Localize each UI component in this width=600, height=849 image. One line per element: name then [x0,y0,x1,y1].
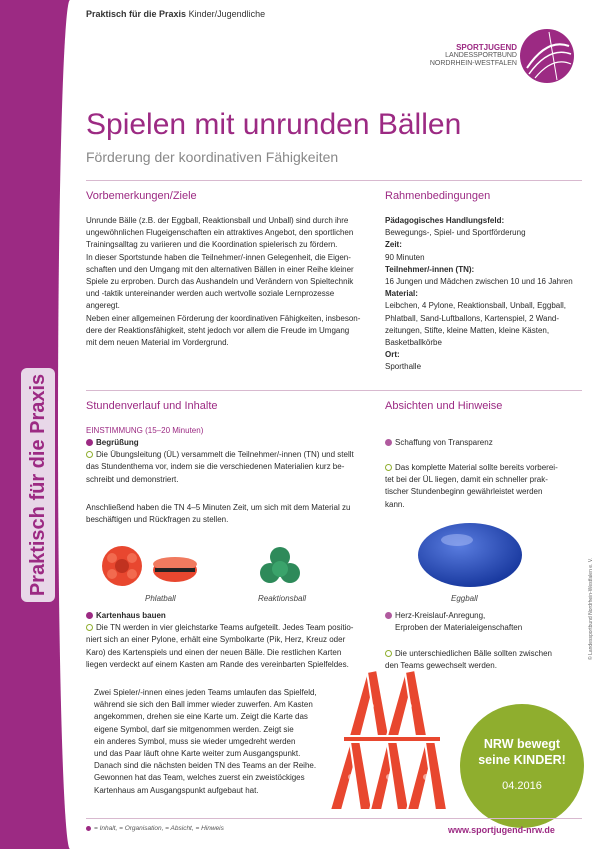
einstimmung-label: EINSTIMMUNG (15–20 Minuten) [86,426,204,435]
vorbemerkungen-heading: Vorbemerkungen/Ziele [86,190,197,202]
page-subtitle: Förderung der koordinativen Fähigkeiten [86,149,339,165]
inhalt-bullet-icon [86,439,93,446]
reaktionsball-image [258,545,302,589]
baelle-block: Die unterschiedlichen Bälle sollten zwischen den Teams gewechselt werden. [385,649,552,671]
herz-block: Herz-Kreislauf-Anregung, Erproben der Materialeigenschaften [385,610,585,634]
rahmen-text: Pädagogisches Handlungsfeld: Bewegungs-, Spiel- und Sportförderung Zeit: 90 Minuten Teilnehmer/-innen (TN): 16 Jungen und Mädchen zwischen 10 und 16 Jahren Material: Leibchen, 4 Pylone, Reaktionsball, Unball, Eggball, Phlatball, Sand-Luftballons, Kartenspiel, 2 Wand- zeitungen, Stifte, kleine Matten, kleine Kästen, Basketballkörbe Ort: Sporthalle [385,216,573,372]
series-bold: Praktisch für die Praxis [86,9,187,19]
organisation-bullet-icon [86,451,93,458]
sportjugend-logo [405,28,585,88]
nrw-bewegt-badge [460,704,584,828]
inhalt-bullet-icon [86,612,93,619]
divider [86,818,582,819]
series-rest: Kinder/Jugendliche [188,9,266,19]
praktisch-logo-vertical [16,360,60,610]
phlatball-caption: Phlatball [145,594,176,603]
hinweis-bullet-icon [385,650,392,657]
transparenz-block: Schaffung von Transparenz [385,437,585,449]
absicht-bullet-icon [385,439,392,446]
divider [86,180,582,181]
absicht-bullet-icon [385,612,392,619]
spieler-block: Zwei Spieler/-innen eines jeden Teams umlaufen das Spielfeld, während sie sich den Ball immer wieder zuwerfen. Am Kasten angekommen, drehen sie eine Karte um. Zeigt die Karte das eigene Symbol, darf sie mitgenommen werden. Zeigt sie ein anderes Symbol, muss sie wieder umgedreht werden und das Paar läuft ohne Karte weiter zum Ausgangspunkt. Danach sind die nächsten beiden TN des Teams an der Reihe. Gewonnen hat das Team, welches zuerst ein zweistöckiges Kartenhaus am Ausgangspunkt aufgebaut hat. [94,688,317,795]
absichten-heading: Absichten und Hinweise [385,400,503,412]
inhalt-legend-icon [86,826,91,831]
eggball-image [415,520,525,590]
rahmen-heading: Rahmenbedingungen [385,190,491,202]
begruessung-block: Begrüßung Die Übungsleitung (ÜL) versammelt die Teilnehmer/-innen (TN) und stellt das Stundenthema vor, indem sie die verschiedenen Materialien kurz be- schreibt und demonstriert. [86,438,354,484]
vertical-logo-text: Praktisch für die Praxis [27,373,49,597]
page-title: Spielen mit unrunden Bällen [86,108,462,141]
copyright-note: © Landessportbund Nordrhein-Westfalen e. V. [588,557,594,660]
website-link[interactable]: www.sportjugend-nrw.de [448,825,555,835]
material-hinweis-block: Das komplette Material sollte bereits vorberei- tet bei der ÜL liegen, damit ein schneller prak- tischer Stundenbeginn gewährleistet werden kann. [385,463,558,509]
vorbemerkungen-text: Unrunde Bälle (z.B. der Eggball, Reaktionsball und Unball) sind durch ihre ungewöhnlichen Flugeigenschaften ein attraktives Angebot, den sportlichen Trainingsalltag zu variieren und die Koordination spielerisch zu fördern. In dieser Sportstunde haben die Teilnehmer/-innen Gelegenheit, die Eigen- schaften und den Umgang mit den alternativen Bällen in einer Reihe kleiner Spiele zu erproben. Durch das Aushandeln und Verändern von Spieltechnik und -taktik untereinander werden auch wertvolle soziale Lernprozesse angeregt. Neben einer allgemeinen Förderung der koordinativen Fähigkeiten, insbeson- dere der Reaktionsfähigkeit, steht jedoch vor allem die Freude im Umgang mit dem neuen Material im Vordergrund. [86,216,361,348]
legend: = Inhalt, = Organisation, = Absicht, = Hinweis [86,825,224,832]
reaktionsball-caption: Reaktionsball [258,594,307,603]
phlatball-image [100,540,210,592]
logo-brand: SPORTJUGEND [456,43,517,52]
badge-line2: seine KINDER! [478,753,566,767]
badge-line1: NRW bewegt [483,737,561,751]
stundenverlauf-heading: Stundenverlauf und Inhalte [86,400,218,412]
eggball-caption: Eggball [451,594,478,603]
hinweis-bullet-icon [385,464,392,471]
kartenhaus-illustration [325,662,455,812]
anschliessend-block: Anschließend haben die TN 4–5 Minuten Zeit, um sich mit dem Material zu beschäftigen und Rückfragen zu stellen. [86,503,351,525]
logo-line2: NORDRHEIN-WESTFALEN [429,60,517,67]
kartenhaus-block: Kartenhaus bauen Die TN werden in vier gleichstarke Teams aufgeteilt. Jedes Team positio- niert sich an einer Pylone, erhält eine Symbolkarte (Pik, Herz, Kreuz oder Karo) des Kartenspiels und einen der neuen Bälle. Die restlichen Karten liegen verdeckt auf einem Kasten am Rande des vereinbarten Spielfeldes. [86,611,354,669]
organisation-bullet-icon [86,624,93,631]
logo-line1: LANDESSPORTBUND [445,52,517,59]
series-header [86,9,265,19]
divider [86,390,582,391]
sportjugend-emblem-icon [519,28,575,84]
badge-date: 04.2016 [502,780,542,792]
